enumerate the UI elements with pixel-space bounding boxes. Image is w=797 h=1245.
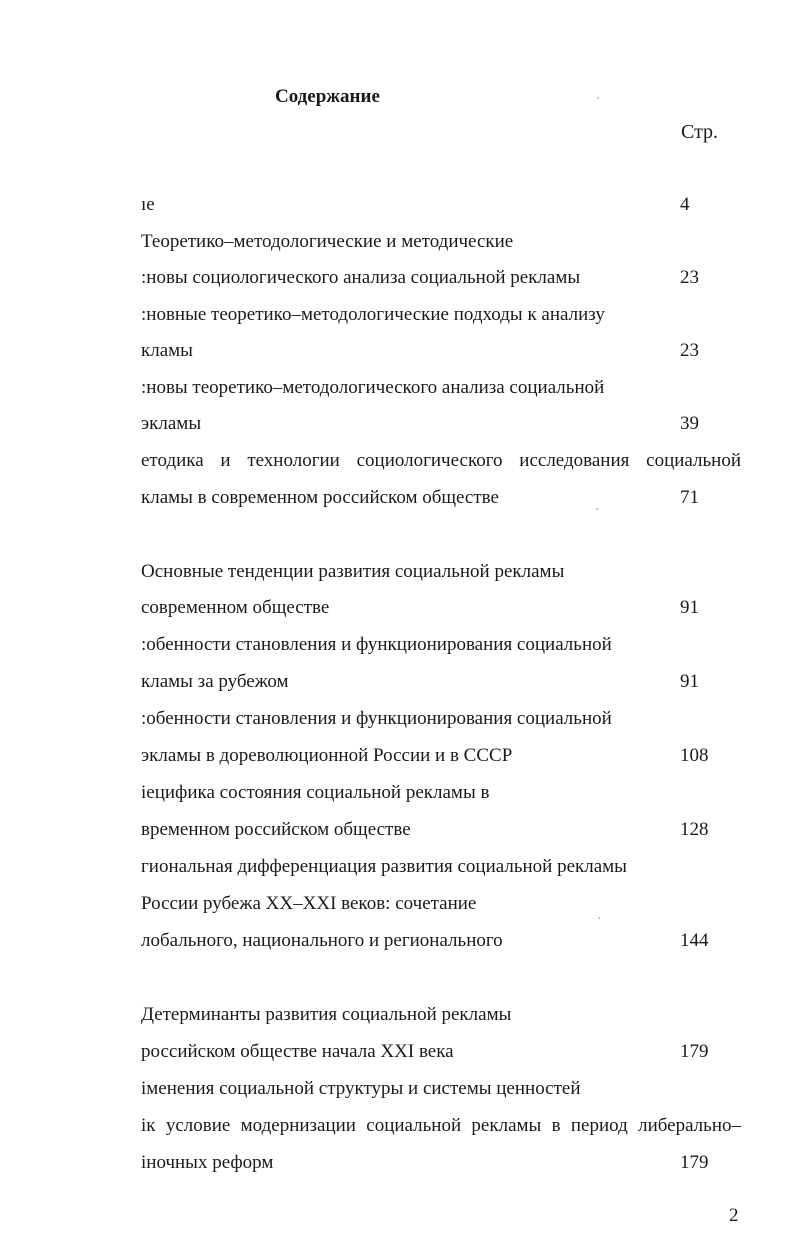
page-title: Содержание <box>275 86 380 107</box>
toc-page-number: 91 <box>680 597 699 618</box>
toc-line: :новы теоретико–методологического анализа социальной <box>141 377 605 398</box>
toc-line: :обенности становления и функционирования социальной <box>141 634 612 655</box>
scan-speck <box>597 97 599 99</box>
toc-line: российском обществе начала XXI века <box>141 1041 454 1062</box>
toc-line: етодика и технологии социологического исследования социальной <box>141 450 741 471</box>
toc-line: ік условие модернизации социальной рекламы в период либерально– <box>141 1115 741 1136</box>
toc-line: кламы за рубежом <box>141 671 289 692</box>
toc-line: іночных реформ <box>141 1152 274 1173</box>
toc-line: Основные тенденции развития социальной рекламы <box>141 561 565 582</box>
toc-line: современном обществе <box>141 597 330 618</box>
toc-page-number: 179 <box>680 1152 709 1173</box>
toc-line: кламы <box>141 340 193 361</box>
toc-line: Детерминанты развития социальной рекламы <box>141 1004 512 1025</box>
toc-line: іменения социальной структуры и системы ценностей <box>141 1078 581 1099</box>
page-column-label: Стр. <box>681 121 719 143</box>
toc-line: іецифика состояния социальной рекламы в <box>141 782 490 803</box>
toc-line: России рубежа XX–XXI веков: сочетание <box>141 893 477 914</box>
toc-page-number: 179 <box>680 1041 709 1062</box>
scan-speck <box>598 917 600 919</box>
toc-page-number: 39 <box>680 413 699 434</box>
toc-line: экламы в дореволюционной России и в СССР <box>141 745 513 766</box>
toc-line: ıe <box>141 194 155 215</box>
toc-page-number: 108 <box>680 745 709 766</box>
toc-page-number: 23 <box>680 267 699 288</box>
toc-line: лобального, национального и регионального <box>141 930 503 951</box>
toc-page-number: 4 <box>680 194 690 215</box>
toc-line: :новные теоретико–методологические подходы к анализу <box>141 304 605 325</box>
toc-line: гиональная дифференциация развития социальной рекламы <box>141 856 627 877</box>
toc-line: временном российском обществе <box>141 819 411 840</box>
toc-page-number: 128 <box>680 819 709 840</box>
toc-page-number: 71 <box>680 487 699 508</box>
toc-line: Теоретико–методологические и методические <box>141 231 514 252</box>
toc-page-number: 144 <box>680 930 709 951</box>
scan-speck <box>596 508 598 510</box>
toc-line: экламы <box>141 413 202 434</box>
toc-page-number: 23 <box>680 340 699 361</box>
page-number: 2 <box>729 1205 739 1226</box>
toc-page-number: 91 <box>680 671 699 692</box>
toc-line: :обенности становления и функционирования социальной <box>141 708 612 729</box>
toc-line: кламы в современном российском обществе <box>141 487 499 508</box>
toc-line: :новы социологического анализа социальной рекламы <box>141 267 581 288</box>
